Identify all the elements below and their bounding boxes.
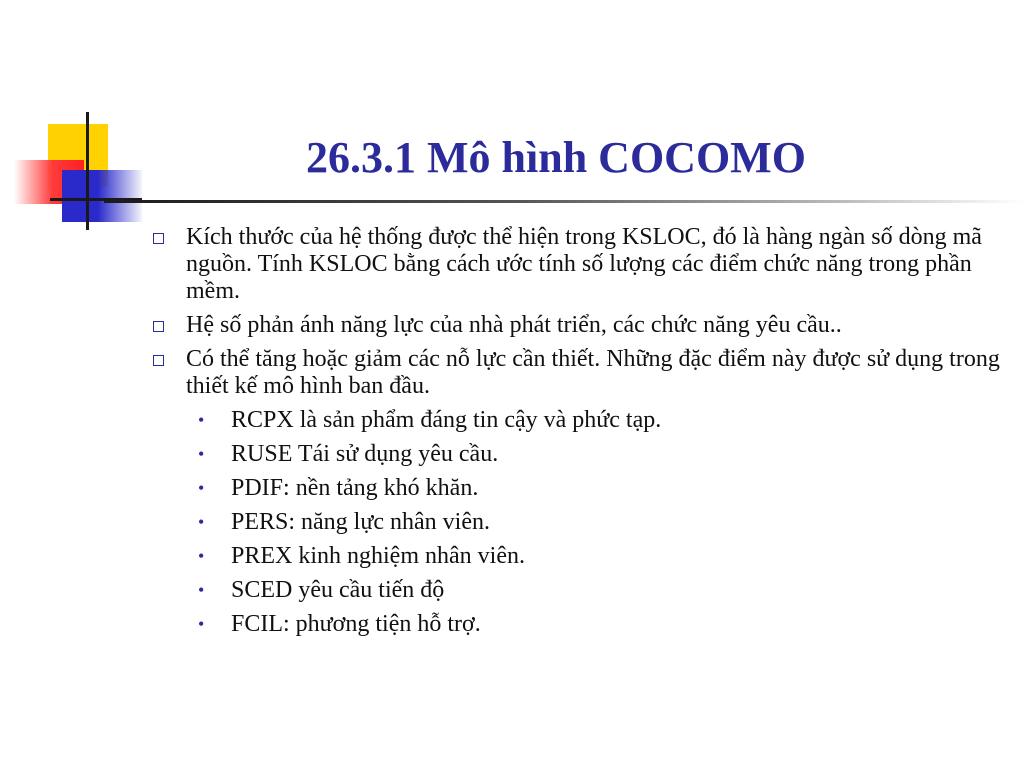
title-divider [104,200,1024,203]
bullet-item [150,224,1000,305]
sub-bullet-text: RCPX là sản phẩm đáng tin cậy và phức tạp. [231,407,662,433]
sub-bullet-text: PDIF: nền tảng khó khăn. [231,475,479,501]
bullet-text: Hệ số phản ánh năng lực của nhà phát triển, các chức năng yêu cầu.. [186,312,842,338]
dot-bullet-icon: • [198,444,205,464]
sub-bullet-item [150,475,1000,502]
dot-bullet-icon: • [198,614,205,634]
square-bullet-icon [153,355,164,366]
sub-bullet-text: PERS: năng lực nhân viên. [231,509,490,535]
dot-bullet-icon: • [198,512,205,532]
sub-bullet-text: FCIL: phương tiện hỗ trợ. [231,611,481,637]
bullet-text: Có thể tăng hoặc giảm các nỗ lực cần thiết. Những đặc điểm này được sử dụng trong thiết kế mô hình ban đầu. [186,346,1000,399]
square-bullet-icon [153,321,164,332]
slide-title: 26.3.1 Mô hình COCOMO [306,133,806,182]
sub-bullet-text: RUSE Tái sử dụng yêu cầu. [231,441,499,467]
slide-body [150,224,1000,645]
sub-bullet-text: PREX kinh nghiệm nhân viên. [231,543,525,569]
dot-bullet-icon: • [198,546,205,566]
square-bullet-icon [153,233,164,244]
dot-bullet-icon: • [198,478,205,498]
sub-bullet-item [150,509,1000,536]
bullet-item [150,312,1000,339]
blue-square [62,170,142,222]
sub-bullet-item [150,611,1000,638]
sub-bullet-item [150,407,1000,434]
sub-bullet-item [150,441,1000,468]
vertical-line [86,112,89,230]
bullet-text: Kích thước của hệ thống được thể hiện trong KSLOC, đó là hàng ngàn số dòng mã nguồn. Tính KSLOC bằng cách ước tính số lượng các điểm chức năng trong phần mềm. [186,224,982,304]
dot-bullet-icon: • [198,410,205,430]
sub-bullet-item [150,543,1000,570]
sub-bullet-item [150,577,1000,604]
bullet-item [150,346,1000,400]
decorative-logo [0,0,160,240]
dot-bullet-icon: • [198,580,205,600]
sub-bullet-text: SCED yêu cầu tiến độ [231,577,445,603]
